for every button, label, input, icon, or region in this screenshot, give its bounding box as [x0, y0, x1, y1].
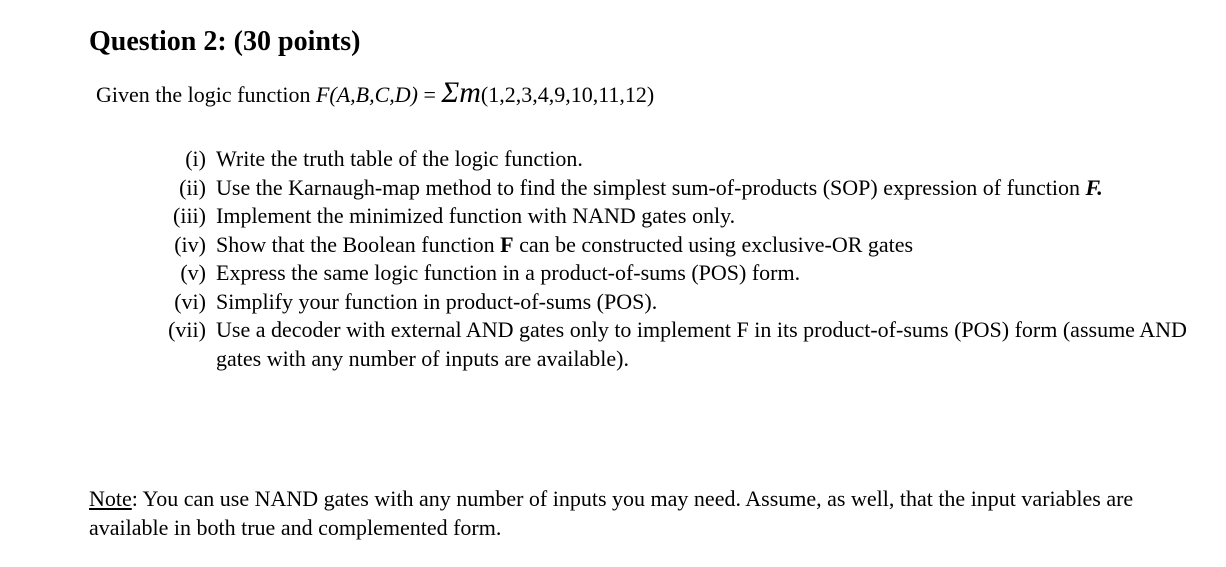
task-text: Use a decoder with external AND gates only to implement F in its product-of-sums (POS) form (assume AND gates with any number of inputs are available). [216, 317, 1187, 371]
task-number: (i) [185, 146, 206, 171]
intro-lead: Given the logic function [96, 82, 316, 107]
function-name: F(A,B,C,D) [315, 82, 418, 107]
task-text-pre: Show that the Boolean function [216, 231, 501, 257]
task-list [120, 145, 1200, 373]
sigma-symbol: Σ [441, 76, 460, 109]
task-item-v [120, 259, 1200, 288]
task-number: (v) [180, 260, 206, 285]
task-text: Express the same logic function in a product-of-sums (POS) form. [216, 260, 801, 285]
function-f-emphasis: F. [1085, 174, 1103, 200]
task-number: (vi) [174, 288, 206, 314]
task-number: (iv) [174, 231, 206, 257]
equals-sign: = [417, 82, 442, 107]
task-number: (ii) [179, 174, 206, 200]
task-item-vii [120, 316, 1200, 373]
task-text-pre: Use the Karnaugh-map method to find the simplest sum-of-products (SOP) expression of function [216, 174, 1086, 200]
note-text: : You can use NAND gates with any number of inputs you may need. Assume, as well, that the input variables are available in both true and complemented form. [89, 486, 1134, 540]
task-number: (vii) [168, 317, 206, 342]
task-text: Implement the minimized function with NAND gates only. [216, 203, 736, 228]
minterm-list: (1,2,3,4,9,10,11,12) [480, 82, 655, 107]
question-title: Question 2: (30 points) [89, 26, 361, 57]
function-statement [96, 76, 654, 112]
task-text: Simplify your function in product-of-sums (POS). [216, 288, 658, 314]
function-f-bold: F [500, 231, 514, 257]
task-text [216, 231, 1200, 260]
task-item-i [120, 145, 1200, 174]
minterm-symbol: m [459, 76, 481, 109]
task-item-vi [120, 288, 1200, 317]
task-text [216, 174, 1200, 203]
note-label: Note [89, 486, 132, 511]
task-item-iv [120, 231, 1200, 260]
task-number: (iii) [173, 203, 206, 228]
task-text-post: can be constructed using exclusive-OR gates [513, 231, 914, 257]
note-paragraph [89, 485, 1209, 542]
task-text: Write the truth table of the logic function. [216, 146, 583, 171]
task-item-ii [120, 174, 1200, 203]
task-item-iii [120, 202, 1200, 231]
